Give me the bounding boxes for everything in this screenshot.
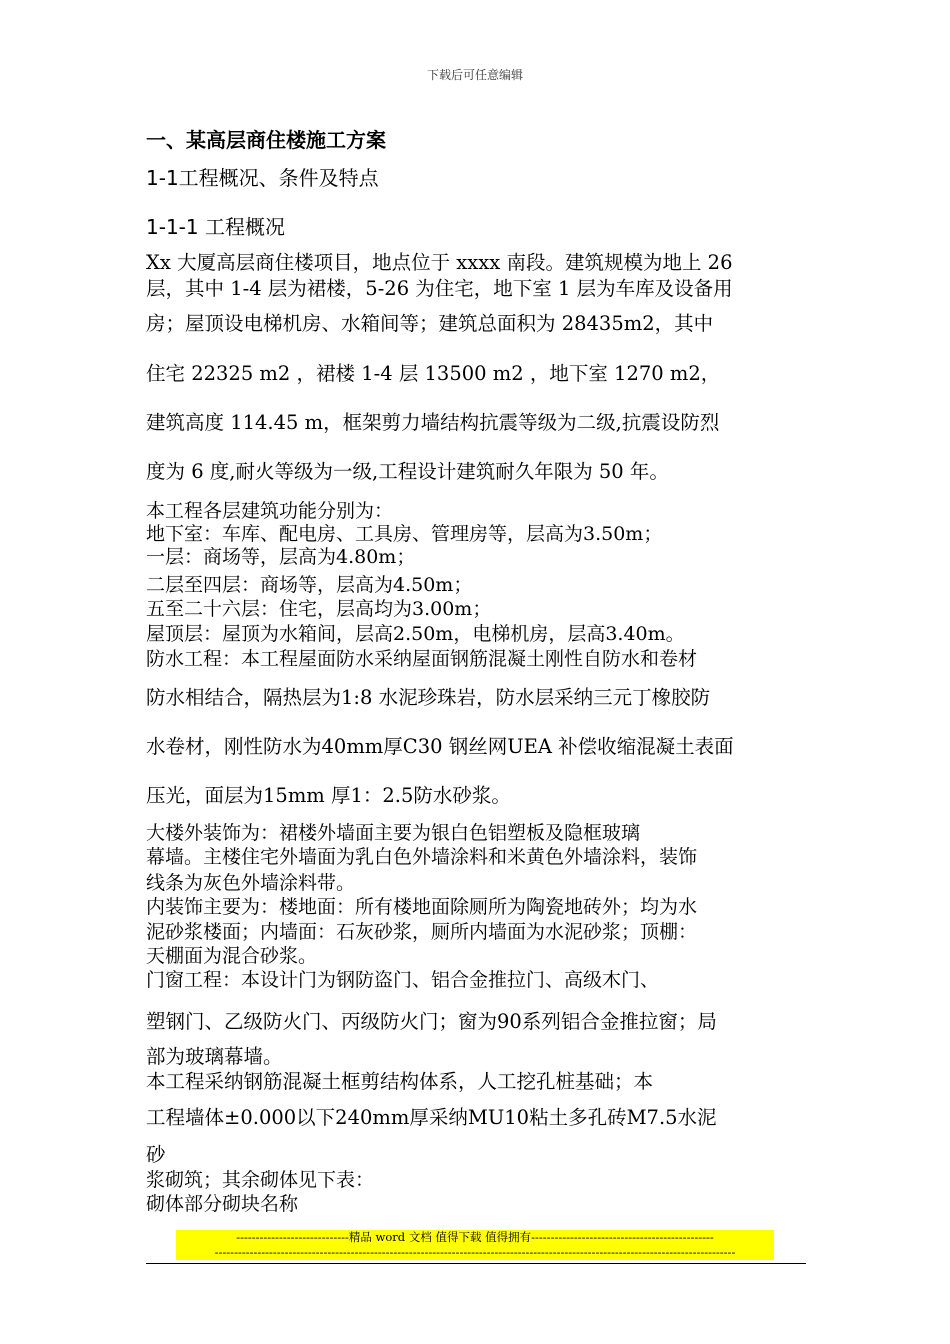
floor-basement: 地下室：车库、配电房、工具房、管理房等，层高为3.50m； xyxy=(146,523,663,545)
page-header-note: 下载后可任意编辑 xyxy=(426,68,523,82)
structure-line-4: 浆砌筑；其余砌体见下表： xyxy=(146,1169,375,1191)
waterproof-line-1: 防水工程：本工程屋面防水采纳屋面钢筋混凝土刚性自防水和卷材 xyxy=(146,648,698,670)
footer-banner-line-2: -------------------------------------------------------------------------------------------------------------------------------------- xyxy=(176,1245,774,1260)
floors-intro: 本工程各层建筑功能分别为： xyxy=(146,500,394,522)
decoration-line-3: 线条为灰色外墙涂料带。 xyxy=(146,872,356,894)
floor-1: 一层：商场等，层高为4.80m； xyxy=(146,546,416,568)
floor-roof: 屋顶层：屋顶为水箱间，层高2.50m，电梯机房，层高3.40m。 xyxy=(146,623,685,645)
overview-line-5: 建筑高度 114.45 m，框架剪力墙结构抗震等级为二级,抗震设防烈 xyxy=(146,411,720,434)
decoration-line-4: 内装饰主要为：楼地面：所有楼地面除厕所为陶瓷地砖外；均为水 xyxy=(146,896,698,918)
waterproof-line-4: 压光，面层为15mm 厚1：2.5防水砂浆。 xyxy=(146,784,511,807)
subsection-heading: 1-1-1 工程概况 xyxy=(146,215,285,239)
structure-line-1: 本工程采纳钢筋混凝土框剪结构体系，人工挖孔桩基础；本 xyxy=(146,1070,654,1093)
floor-2-4: 二层至四层：商场等，层高为4.50m； xyxy=(146,574,473,596)
structure-line-3: 砂 xyxy=(146,1143,166,1166)
floor-5-26: 五至二十六层：住宅，层高均为3.00m； xyxy=(146,598,492,620)
waterproof-line-3: 水卷材，刚性防水为40mm厚C30 钢丝网UEA 补偿收缩混凝土表面 xyxy=(146,735,734,758)
overview-line-4: 住宅 22325 m2 ，裙楼 1-4 层 13500 m2 ，地下室 1270 m2， xyxy=(146,362,721,385)
decoration-line-5: 泥砂浆楼面；内墙面：石灰砂浆，厕所内墙面为水泥砂浆；顶棚： xyxy=(146,921,698,943)
footer-divider xyxy=(146,1263,806,1264)
footer-banner-line-1: -----------------------------精品 word 文档 值得下载 值得拥有----------------------------------------------- xyxy=(176,1230,774,1245)
main-heading: 一、某高层商住楼施工方案 xyxy=(146,128,386,152)
doors-line-1: 门窗工程：本设计门为钢防盗门、铝合金推拉门、高级木门、 xyxy=(146,969,660,991)
decoration-line-2: 幕墙。主楼住宅外墙面为乳白色外墙涂料和米黄色外墙涂料，装饰 xyxy=(146,846,698,868)
section-heading: 1-1工程概况、条件及特点 xyxy=(146,166,379,190)
overview-line-6: 度为 6 度,耐火等级为一级,工程设计建筑耐久年限为 50 年。 xyxy=(146,460,669,483)
waterproof-line-2: 防水相结合，隔热层为1:8 水泥珍珠岩，防水层采纳三元丁橡胶防 xyxy=(146,686,711,709)
doors-line-2: 塑钢门、乙级防火门、丙级防火门；窗为90系列铝合金推拉窗；局 xyxy=(146,1010,717,1033)
masonry-table-caption: 砌体部分砌块名称 xyxy=(146,1193,299,1215)
overview-line-3: 房；屋顶设电梯机房、水箱间等；建筑总面积为 28435m2，其中 xyxy=(146,312,714,335)
overview-line-2: 层，其中 1-4 层为裙楼，5-26 为住宅，地下室 1 层为车库及设备用 xyxy=(146,277,733,300)
decoration-line-1: 大楼外装饰为：裙楼外墙面主要为银白色铝塑板及隐框玻璃 xyxy=(146,822,641,844)
overview-line-1: Xx 大厦高层商住楼项目，地点位于 xxxx 南段。建筑规模为地上 26 xyxy=(146,251,733,274)
doors-line-3: 部为玻璃幕墙。 xyxy=(146,1045,283,1068)
structure-line-2: 工程墙体±0.000以下240mm厚采纳MU10粘土多孔砖M7.5水泥 xyxy=(146,1106,717,1129)
decoration-line-6: 天棚面为混合砂浆。 xyxy=(146,945,318,967)
